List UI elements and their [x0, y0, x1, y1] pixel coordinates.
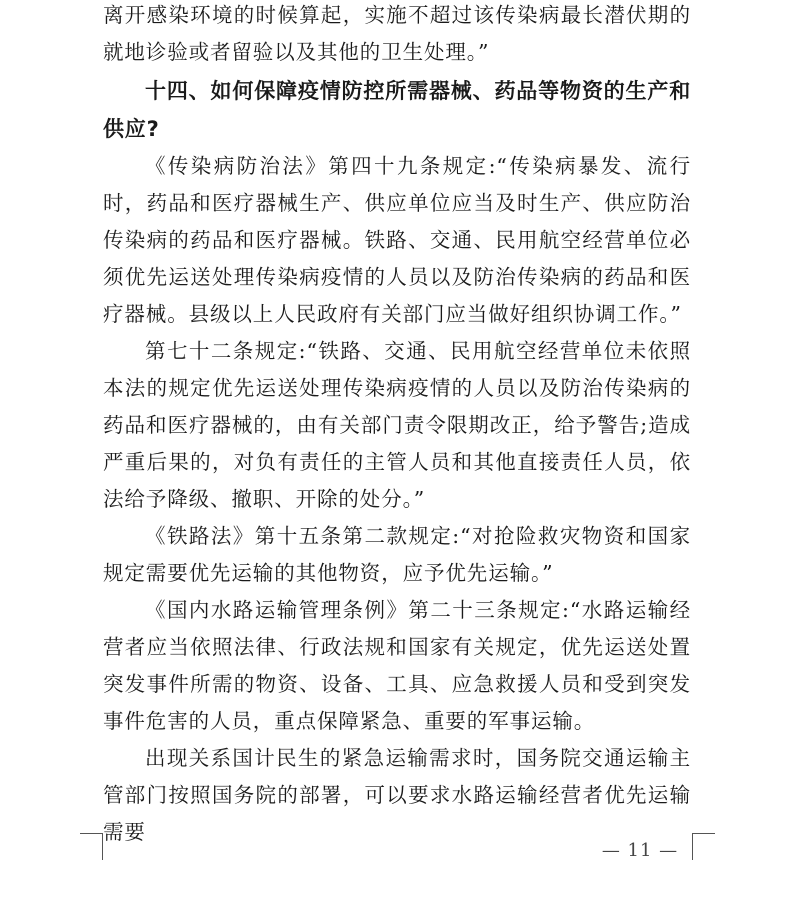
- crop-mark-left: [80, 833, 103, 860]
- paragraph-emergency-transport: 出现关系国计民生的紧急运输需求时，国务院交通运输主管部门按照国务院的部署，可以要求水路运输经营者优先运输需要: [103, 746, 691, 844]
- paragraph-continuation: 离开感染环境的时候算起，实施不超过该传染病最长潜伏期的就地诊验或者留验以及其他的卫生处理。”: [103, 3, 691, 64]
- paragraph-article-49: 《传染病防治法》第四十九条规定:“传染病暴发、流行时，药品和医疗器械生产、供应单位应当及时生产、供应防治传染病的药品和医疗器械。铁路、交通、民用航空经营单位必须优先运送处理传染病疫情的人员以及防治传染病的药品和医疗器械。县级以上人民政府有关部门应当做好组织协调工作。”: [103, 154, 691, 326]
- paragraph-waterway-regulation: 《国内水路运输管理条例》第二十三条规定:“水路运输经营者应当依照法律、行政法规和国家有关规定，优先运送处置突发事件所需的物资、设备、工具、应急救援人员和受到突发事件危害的人员，重点保障紧急、重要的军事运输。: [103, 598, 691, 733]
- paragraph-article-72: 第七十二条规定:“铁路、交通、民用航空经营单位未依照本法的规定优先运送处理传染病疫情的人员以及防治传染病的药品和医疗器械的，由有关部门责令限期改正，给予警告;造成严重后果的，对负有责任的主管人员和其他直接责任人员，依法给予降级、撤职、开除的处分。”: [103, 339, 691, 511]
- crop-mark-right: [692, 833, 715, 860]
- text-body: [103, 0, 691, 851]
- paragraph-railway-law: 《铁路法》第十五条第二款规定:“对抢险救灾物资和国家规定需要优先运输的其他物资，应予优先运输。”: [103, 524, 691, 585]
- section-heading: 十四、如何保障疫情防控所需器械、药品等物资的生产和供应?: [103, 79, 691, 141]
- page-number: — 11 —: [601, 840, 679, 861]
